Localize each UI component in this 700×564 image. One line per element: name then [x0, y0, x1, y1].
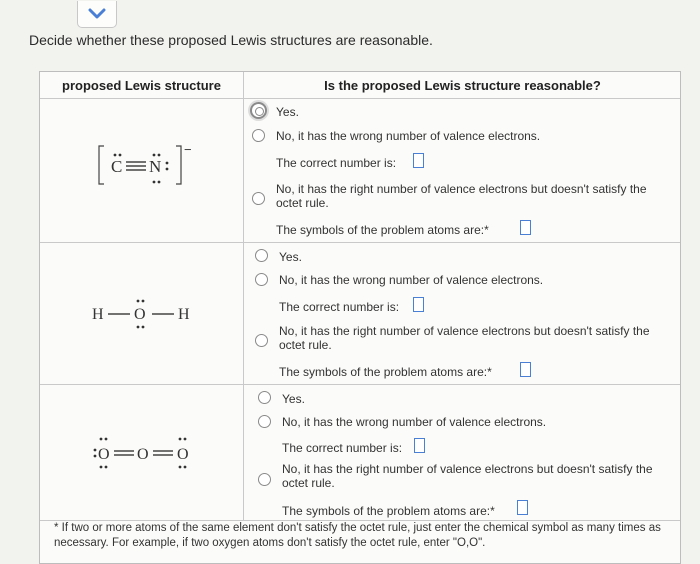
- row1-yes-radio[interactable]: [250, 102, 267, 119]
- row2-correct-number-label: The correct number is:: [279, 300, 400, 314]
- row2-yes-radio[interactable]: [255, 249, 268, 262]
- row1-wrong-count-label: No, it has the wrong number of valence electrons.: [276, 129, 541, 143]
- row3-octet-line1: No, it has the right number of valence electrons but doesn't satisfy the: [282, 462, 653, 476]
- collapse-button[interactable]: [77, 1, 117, 28]
- row2-yes-label: Yes.: [279, 250, 302, 264]
- row1-problem-atoms-input[interactable]: [520, 220, 531, 235]
- row1-octet-line2: octet rule.: [276, 196, 329, 210]
- row1-octet-line1: No, it has the right number of valence electrons but doesn't satisfy the: [276, 182, 647, 196]
- row1-problem-atoms-label: The symbols of the problem atoms are:*: [276, 223, 489, 237]
- row3-problem-atoms-input[interactable]: [517, 500, 528, 515]
- row2-octet-label: [279, 324, 650, 352]
- row3-wrong-count-radio[interactable]: [258, 415, 271, 428]
- row2-wrong-count-label: No, it has the wrong number of valence electrons.: [279, 273, 544, 287]
- atom-n: N: [149, 157, 162, 176]
- row2-problem-atoms-input[interactable]: [520, 362, 531, 377]
- structure-h2o: [90, 292, 200, 332]
- row-divider-1-right: [243, 242, 680, 243]
- question-text: Decide whether these proposed Lewis structures are reasonable.: [29, 32, 433, 48]
- footnote: * If two or more atoms of the same element don't satisfy the octet rule, just enter the chemical symbol as many times as necessary. For example, if two oxygen atoms don't satisfy the octet rule, enter "O,O".: [54, 522, 661, 549]
- row3-octet-line2: octet rule.: [282, 476, 335, 490]
- row1-octet-radio[interactable]: [252, 192, 265, 205]
- column-divider: [243, 72, 244, 520]
- row3-wrong-count-label: No, it has the wrong number of valence electrons.: [282, 415, 547, 429]
- structure-cn: [96, 142, 196, 188]
- atom-o-center: O: [137, 446, 149, 463]
- row3-octet-radio[interactable]: [258, 473, 271, 486]
- structure-o3: [92, 430, 212, 476]
- row3-yes-label: Yes.: [282, 392, 305, 406]
- row2-octet-radio[interactable]: [255, 334, 268, 347]
- row3-correct-number-input[interactable]: [414, 438, 425, 453]
- row1-correct-number-input[interactable]: [413, 153, 424, 168]
- row1-wrong-count-radio[interactable]: [252, 129, 265, 142]
- header-structure: proposed Lewis structure: [62, 77, 221, 93]
- lewis-table: [39, 71, 681, 564]
- row-divider-1: [40, 242, 243, 243]
- row1-octet-label: [276, 182, 647, 210]
- row-divider-2-right: [243, 384, 680, 385]
- row3-yes-radio[interactable]: [258, 391, 271, 404]
- header-divider: [40, 98, 680, 99]
- row1-yes-label: Yes.: [276, 105, 299, 119]
- atom-o-left: O: [98, 446, 110, 463]
- row3-octet-label: [282, 462, 653, 490]
- atom-h-right: H: [178, 306, 190, 323]
- row3-problem-atoms-label: The symbols of the problem atoms are:*: [282, 504, 495, 518]
- row2-correct-number-input[interactable]: [413, 297, 424, 312]
- row2-wrong-count-radio[interactable]: [255, 273, 268, 286]
- atom-c: C: [111, 157, 123, 176]
- atom-o: O: [134, 306, 146, 323]
- row2-octet-line1: No, it has the right number of valence electrons but doesn't satisfy the: [279, 324, 650, 338]
- row1-correct-number-label: The correct number is:: [276, 156, 397, 170]
- row-divider-2: [40, 384, 243, 385]
- row3-correct-number-label: The correct number is:: [282, 441, 403, 455]
- row2-problem-atoms-label: The symbols of the problem atoms are:*: [279, 365, 492, 379]
- chevron-down-icon: [87, 8, 107, 20]
- header-reasonable: Is the proposed Lewis structure reasonable?: [324, 77, 601, 93]
- charge: −: [184, 142, 192, 157]
- atom-o-right: O: [177, 446, 189, 463]
- row2-octet-line2: octet rule.: [279, 338, 332, 352]
- atom-h-left: H: [92, 306, 104, 323]
